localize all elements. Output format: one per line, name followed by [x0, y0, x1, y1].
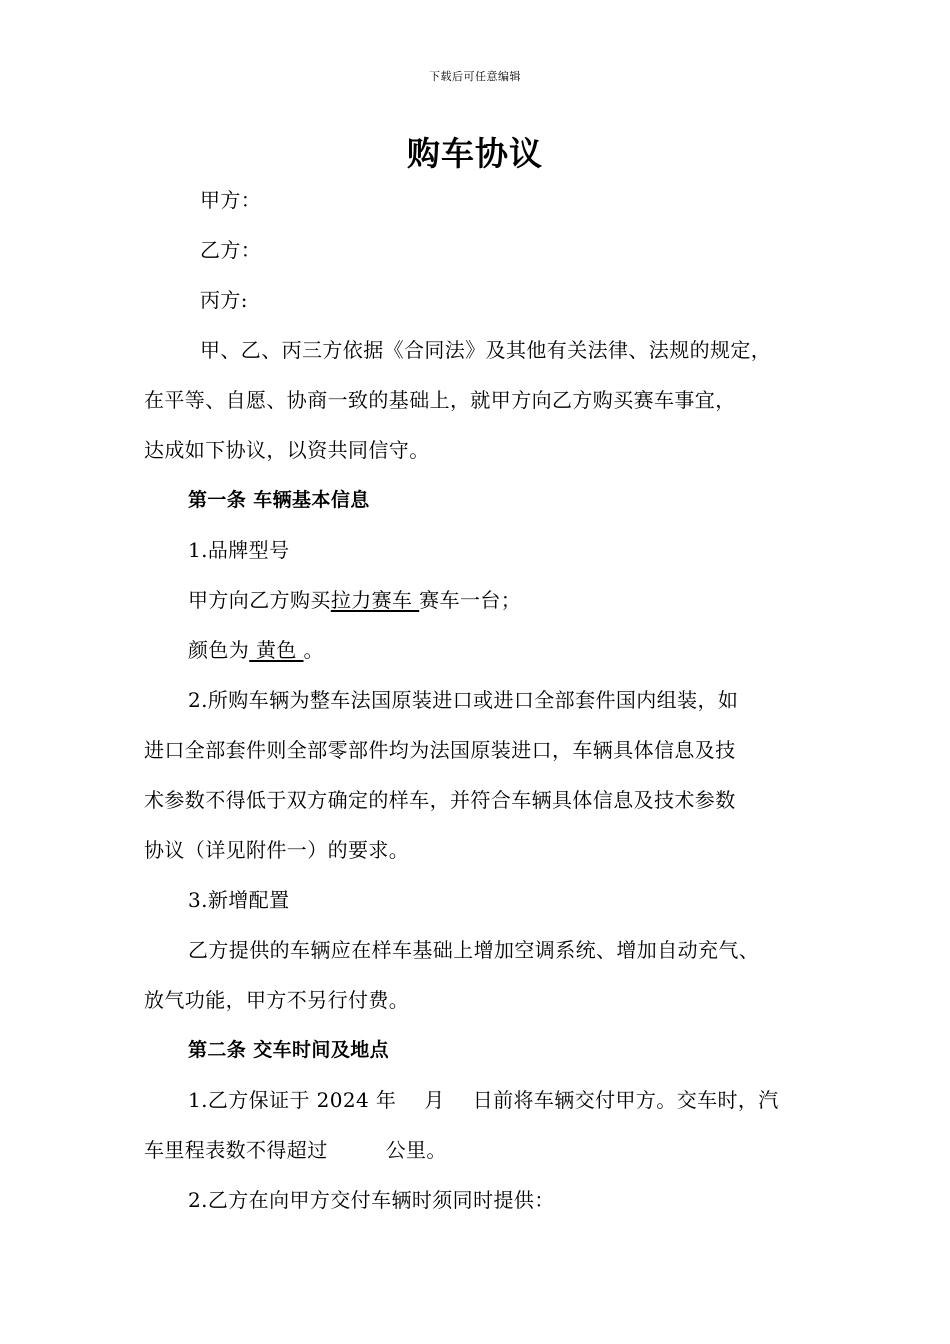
- article2-heading: 第二条 交车时间及地点: [188, 1039, 390, 1061]
- article1-heading: 第一条 车辆基本信息: [188, 489, 370, 511]
- article1-item2-line: 2.所购车辆为整车法国原装进口或进口全部套件国内组装，如: [188, 688, 739, 712]
- purchase-prefix: 甲方向乙方购买: [188, 588, 331, 612]
- color-prefix: 颜色为: [188, 638, 250, 662]
- article1-item2-line: 进口全部套件则全部零部件均为法国原装进口，车辆具体信息及技: [144, 738, 736, 762]
- article1-item1-title: 1.品牌型号: [188, 538, 290, 562]
- party-b-label: 乙方：: [200, 238, 262, 262]
- article1-item3-title: 3.新增配置: [188, 888, 290, 912]
- intro-line: 甲、乙、丙三方依据《合同法》及其他有关法律、法规的规定，: [200, 338, 772, 362]
- color-value: 黄色: [249, 638, 304, 662]
- document-title: 购车协议: [407, 134, 543, 173]
- delivery-day-text: 日前将车辆交付甲方。交车时，汽: [472, 1088, 779, 1112]
- purchase-suffix: 赛车一台；: [419, 588, 522, 612]
- article2-item2-line: 2.乙方在向甲方交付车辆时须同时提供：: [188, 1188, 555, 1212]
- purchase-model-value: 拉力赛车: [330, 588, 420, 612]
- color-line: [188, 636, 324, 664]
- party-a-label: 甲方：: [200, 188, 262, 212]
- delivery-month-text: 月: [424, 1088, 445, 1112]
- delivery-year-text: 1.乙方保证于 2024 年: [188, 1088, 397, 1112]
- party-c-label: 丙方:: [200, 288, 248, 312]
- odometer-unit: 公里。: [385, 1138, 447, 1162]
- article1-item3-line: 放气功能，甲方不另行付费。: [144, 988, 410, 1012]
- article2-item1-line: [188, 1086, 779, 1114]
- article1-item2-line: 术参数不得低于双方确定的样车，并符合车辆具体信息及技术参数: [144, 788, 736, 812]
- intro-line: 达成如下协议，以资共同信守。: [144, 438, 430, 462]
- color-suffix: 。: [303, 638, 324, 662]
- article1-item3-line: 乙方提供的车辆应在样车基础上增加空调系统、增加自动充气、: [188, 938, 760, 962]
- purchase-line: [188, 586, 521, 614]
- article1-item2-line: 协议（详见附件一）的要求。: [144, 838, 410, 862]
- header-note: 下载后可任意编辑: [429, 70, 521, 83]
- article2-item1-line: [144, 1136, 447, 1164]
- intro-line: 在平等、自愿、协商一致的基础上，就甲方向乙方购买赛车事宜，: [144, 388, 736, 412]
- odometer-text: 车里程表数不得超过: [144, 1138, 328, 1162]
